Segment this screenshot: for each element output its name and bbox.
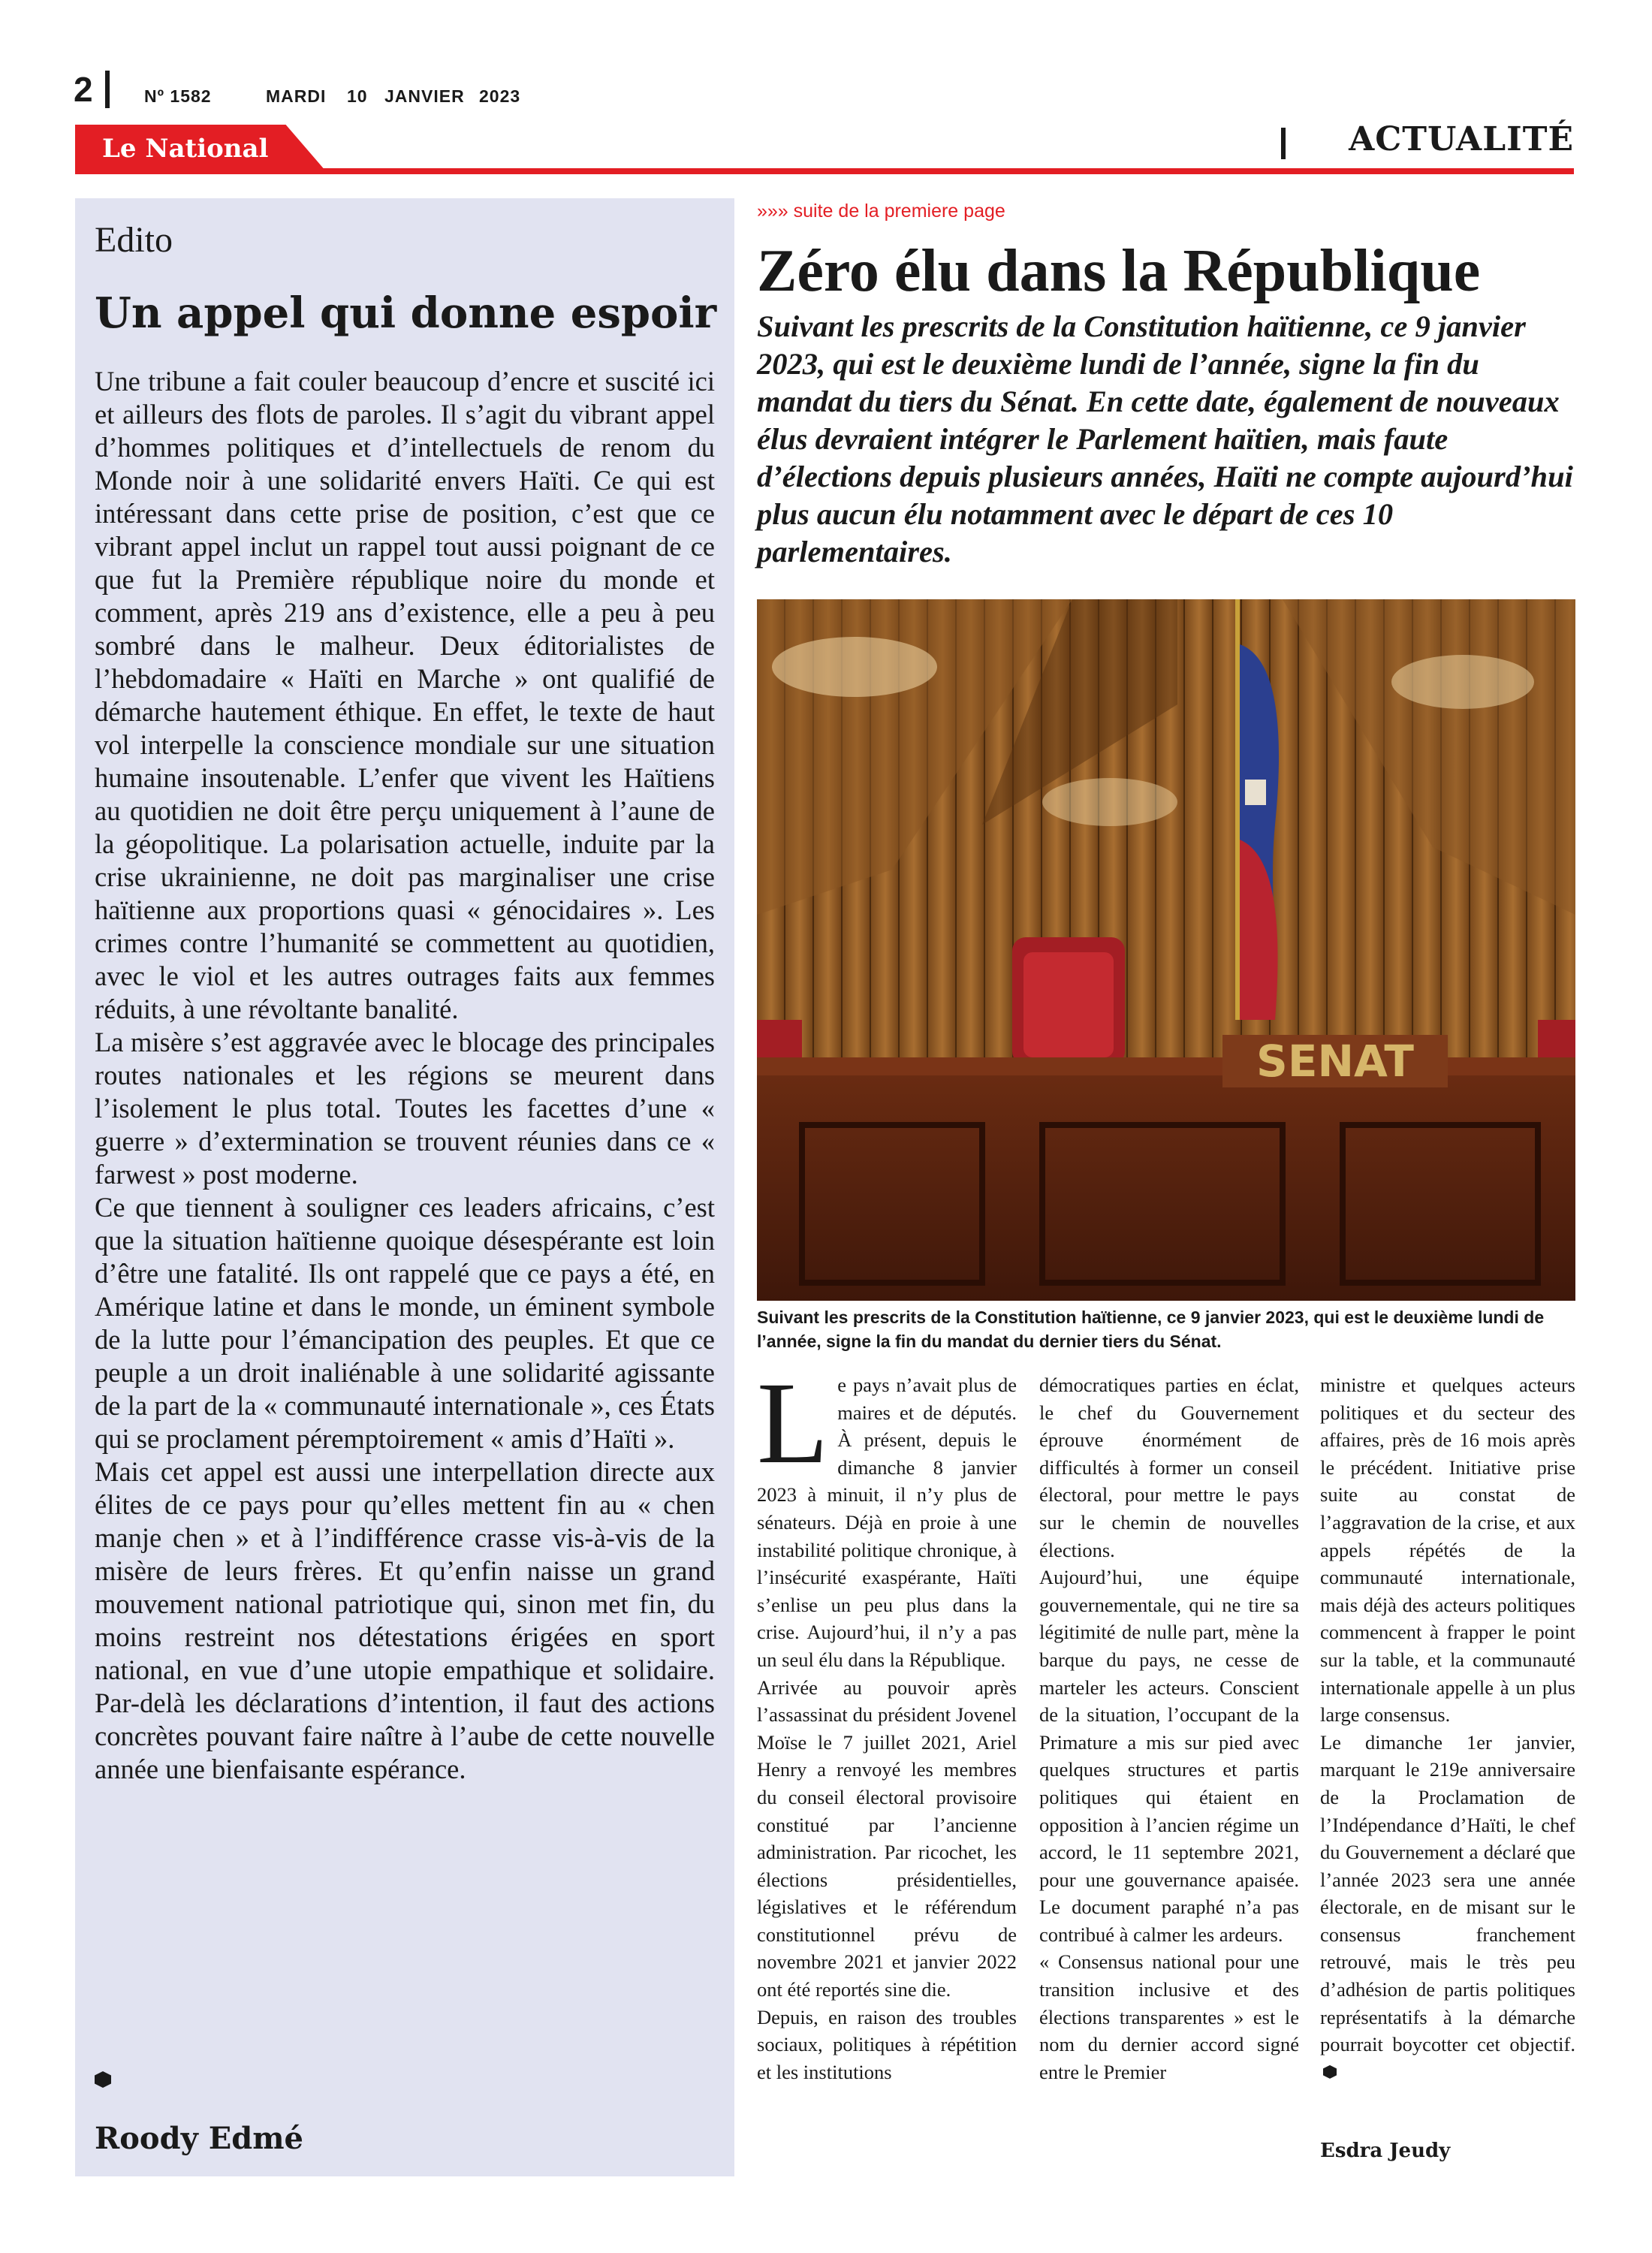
article-column-2 bbox=[1039, 1371, 1299, 2086]
article-column-3 bbox=[1320, 1371, 1575, 2086]
date-month: JANVIER bbox=[384, 86, 465, 106]
article-column-1 bbox=[757, 1358, 1017, 2086]
end-of-article-icon bbox=[1323, 2065, 1337, 2079]
article-lead: Suivant les prescrits de la Constitution haïtienne, ce 9 janvier 2023, qui est le deuxième lundi de l’année, signe la fin du mandat du tiers du Sénat. En cette date, également de nouveaux élus devraient intégrer le Parlement haïtien, mais faute d’élections depuis plusieurs années, Haïti ne compte aujourd’hui plus aucun élu notamment avec le départ de ces 10 parlementaires. bbox=[757, 309, 1573, 569]
article-paragraph: « Consensus national pour une transition inclusive et des élections transparentes » est le nom du dernier accord signé entre le Premier bbox=[1039, 1950, 1299, 2083]
edito-paragraph: Une tribune a fait couler beaucoup d’encre et suscité ici et ailleurs des flots de paroles. Il s’agit du vibrant appel d’hommes politiques et d’intellectuels de renom du Monde noir à une solidarité envers Haïti. Ce qui est intéressant dans cette prise de position, c’est que ce vibrant appel inclut un rappel tout aussi poignant de ce que fut la Première république noire du monde et comment, après 219 ans d’existence, elle a peu à peu sombré dans le malheur. Deux éditorialistes de l’hebdomadaire « Haïti en Marche » ont qualifié de démarche hautement éthique. En effet, le texte de haut vol interpelle la conscience mondiale sur une situation humaine insoutenable. L’enfer que vivent les Haïtiens au quotidien ne doit être perçu uniquement à l’aune de la géopolitique. La polarisation actuelle, induite par la crise ukrainienne, ne doit pas marginaliser une crise haïtienne aux proportions quasi « génocidaires ». Les crimes contre l’humanité se commettent au quotidien, avec le viol et les autres outrages faits aux femmes réduits, à une révoltante banalité. bbox=[95, 366, 715, 1024]
article-paragraph-text: e pays n’avait plus de maires et de députés. À présent, depuis le dimanche 8 janvier 2023 à minuit, il n’y plus de sénateurs. Déjà en proie à une instabilité politique chronique, à l’insécurité exaspérante, Haïti s’enlise un peu plus dans la crise. Aujourd’hui, il n’y a pas un seul élu dans la République. bbox=[757, 1374, 1017, 1671]
issue-number: Nº 1582 bbox=[144, 86, 212, 106]
date-weekday: MARDI bbox=[266, 86, 327, 106]
page-number-divider bbox=[105, 71, 110, 108]
article-author: Esdra Jeudy bbox=[1320, 2140, 1451, 2162]
article-paragraph: ministre et quelques acteurs politiques et du secteur des affaires, près de 16 mois après le précédent. Initiative prise suite au constat de l’aggravation de la crise, et aux appels répétés de la communauté internationale, mais déjà des acteurs politiques commencent à frapper le point sur la table, et la communauté internationale appelle à un plus large consensus. bbox=[1320, 1374, 1575, 1727]
date-year: 2023 bbox=[479, 86, 521, 106]
article-kicker: »»» suite de la premiere page bbox=[757, 201, 1005, 222]
drop-cap: L bbox=[757, 1358, 829, 1488]
edito-paragraph: Mais cet appel est aussi une interpellation directe aux élites de ce pays pour qu’elles mettent fin au « chen manje chen » et à l’indifférence crasse vis-à-vis de la misère de leurs frères. Et qu’enfin naisse un grand mouvement national patriotique qui, sinon met fin, du moins restreint nos détestations érigées en sport national, en vue d’une utopie empathique et solidaire. Par-delà les déclarations d’intention, il faut des actions concrètes pouvant faire naître à l’aube de cette nouvelle année une bienfaisante espérance. bbox=[95, 1456, 715, 1784]
article-paragraph: Depuis, en raison des troubles sociaux, politiques à répétition et les institutions bbox=[757, 2005, 1017, 2083]
article-paragraph bbox=[757, 1358, 1017, 1674]
section-divider bbox=[1281, 128, 1286, 159]
article-headline: Zéro élu dans la République bbox=[757, 238, 1481, 304]
page-number: 2 bbox=[74, 70, 93, 109]
newspaper-logo-text: Le National bbox=[102, 134, 269, 164]
section-title: ACTUALITÉ bbox=[1349, 120, 1574, 158]
edito-author: Roody Edmé bbox=[95, 2121, 303, 2156]
edito-headline: Un appel qui donne espoir bbox=[95, 288, 717, 338]
article-paragraph: démocratiques parties en éclat, le chef du Gouvernement éprouve énormément de difficultés à former un conseil électoral, pour mettre le pays sur le chemin de nouvelles élections. bbox=[1039, 1374, 1299, 1561]
edito-paragraph: La misère s’est aggravée avec le blocage des principales routes nationales et les régions se meurent dans l’isolement le plus total. Toutes les facettes d’une « guerre » d’extermination se trouvent réunies dans ce « farwest » post moderne. bbox=[95, 1027, 715, 1190]
senate-chamber-photo bbox=[757, 599, 1575, 1301]
article-paragraph bbox=[1320, 1729, 1575, 2086]
senate-nameplate: SENAT bbox=[1256, 1036, 1414, 1087]
edito-body bbox=[95, 365, 715, 1786]
edito-label: Edito bbox=[95, 220, 173, 260]
header-rule bbox=[75, 168, 1574, 174]
date-day: 10 bbox=[347, 86, 368, 106]
edito-paragraph: Ce que tiennent à souligner ces leaders africains, c’est que la situation haïtienne quoique désespérante est loin d’être une fatalité. Ils ont rappelé que ce pays a été, en Amérique latine et dans le monde, un éminent symbole de la lutte pour l’émancipation des peuples. Et que ce peuple a un droit inaliénable à une solidarité agissante de la part de la « communauté internationale », ces États qui se proclament péremptoirement « amis d’Haïti ». bbox=[95, 1192, 715, 1454]
article-paragraph: Arrivée au pouvoir après l’assassinat du président Jovenel Moïse le 7 juillet 2021, Ariel Henry a renvoyé les membres du conseil électoral provisoire constitué par l’ancienne administration. Par ricochet, les élections présidentielles, législatives et le référendum constitutionnel prévu de novembre 2021 et janvier 2022 ont été reportés sine die. bbox=[757, 1675, 1017, 2001]
article-paragraph-text: Le dimanche 1er janvier, marquant le 219e anniversaire de la Proclamation de l’Indépendance d’Haïti, le chef du Gouvernement a déclaré que l’année 2023 sera une année électorale, en de misant sur le consensus franchement retrouvé, mais le très peu d’adhésion de partis politiques représentatifs à la démarche pourrait boycotter cet objectif. bbox=[1320, 1730, 1575, 2056]
photo-caption: Suivant les prescrits de la Constitution haïtienne, ce 9 janvier 2023, qui est le deuxième lundi de l’année, signe la fin du mandat du dernier tiers du Sénat. bbox=[757, 1307, 1545, 1351]
article-paragraph: Aujourd’hui, une équipe gouvernementale, qui ne tire sa légitimité de nulle part, mène la barque du pays, ne cesse de marteler les acteurs. Conscient de la situation, l’occupant de la Primature a mis sur pied avec quelques structures et partis politiques qui étaient en opposition à l’ancien régime un accord, le 11 septembre 2021, pour une gouvernance apaisée. Le document paraphé n’a pas contribué à calmer les ardeurs. bbox=[1039, 1566, 1299, 1946]
senate-chamber-illustration bbox=[757, 599, 1575, 1301]
